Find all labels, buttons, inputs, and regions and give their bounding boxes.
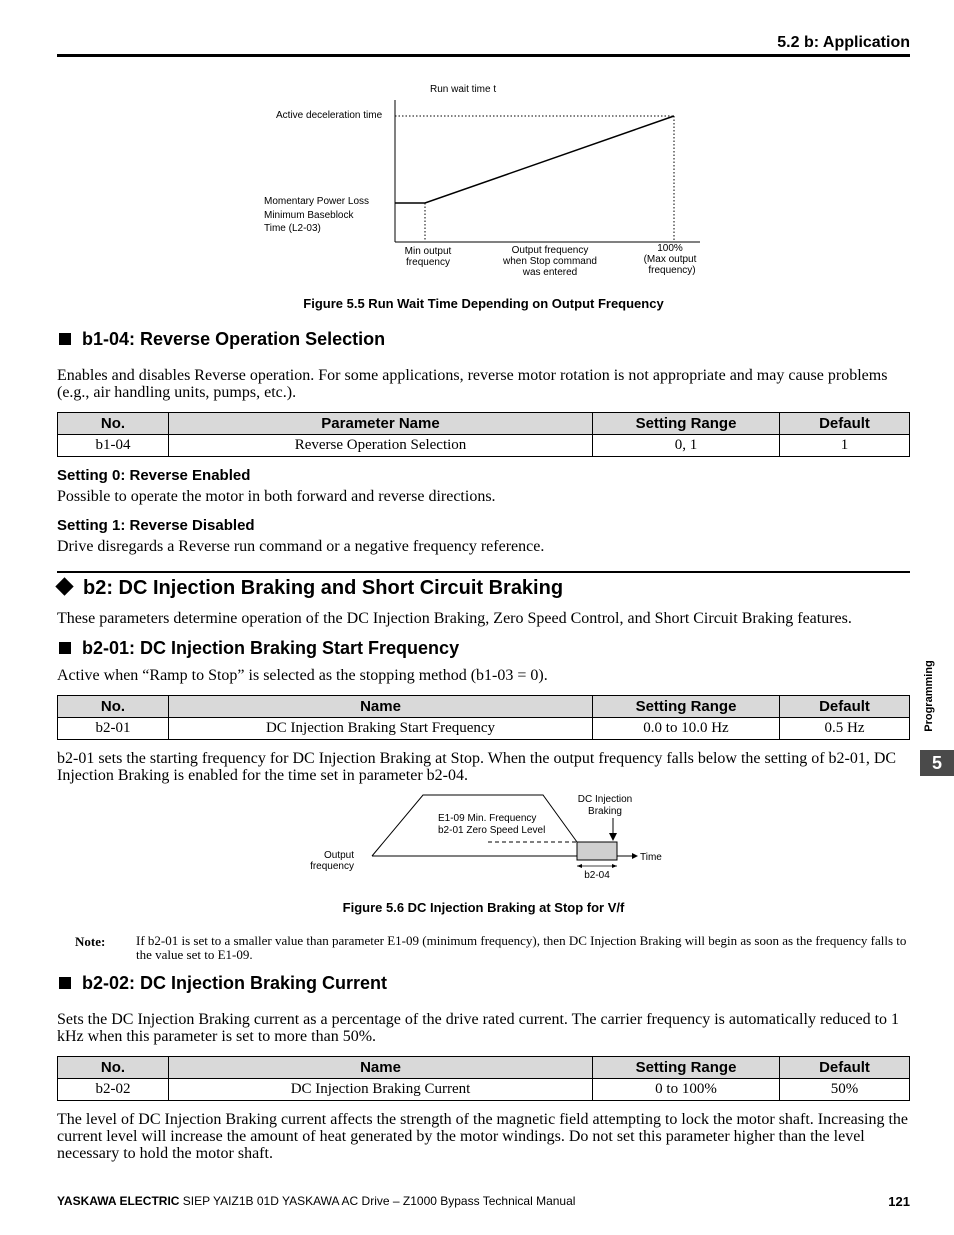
side-tab-label-text: Programming (923, 660, 935, 732)
figure-run-wait-time (250, 78, 720, 283)
fig2-dc-injection-box (577, 842, 617, 860)
arrow-right-icon (632, 853, 638, 859)
b104-heading-text: b1-04: Reverse Operation Selection (82, 329, 386, 349)
arrow-down-icon (609, 833, 617, 841)
b104-table (57, 412, 910, 457)
table-cell: DC Injection Braking Start Frequency (169, 718, 593, 740)
header-rule (57, 54, 910, 57)
b202-heading (57, 973, 387, 994)
col-header: Default (780, 413, 910, 435)
figure1-caption: Figure 5.5 Run Wait Time Depending on Output Frequency (303, 296, 664, 311)
fig1-xmid-line3: was entered (522, 267, 578, 278)
fig1-baseblock-line2: Minimum Baseblock (264, 210, 354, 221)
fig2-dc-label-line2: Braking (588, 806, 622, 817)
col-header: Setting Range (593, 696, 780, 718)
table-row (58, 435, 910, 457)
fig1-xmin-line2: frequency (406, 257, 450, 268)
b2-heading-text: b2: DC Injection Braking and Short Circuit Braking (83, 577, 564, 599)
table-cell: 0, 1 (593, 435, 780, 457)
fig2-min-freq-line1: E1-09 Min. Frequency (438, 813, 537, 824)
section-header: 5.2 b: Application (777, 34, 910, 51)
fig1-xmax-line3: frequency) (648, 265, 696, 276)
fig1-wait-time-curve (395, 116, 674, 203)
col-header: Parameter Name (169, 413, 593, 435)
fig1-xmax-line1: 100% (657, 243, 683, 254)
col-header: No. (58, 413, 169, 435)
table-row (58, 1079, 910, 1101)
setting1-title: Setting 1: Reverse Disabled (57, 517, 255, 534)
fig1-active-decel-label: Active deceleration time (276, 110, 383, 121)
col-header: Default (780, 1057, 910, 1079)
fig2-dc-label-line1: DC Injection (577, 794, 633, 805)
b104-intro: Enables and disables Reverse operation. For some applications, reverse motor rotation is not appropriate and may cause problems (e.g., air handling units, pumps, etc.). (57, 367, 888, 401)
fig2-b204-label: b2-04 (584, 870, 610, 881)
b202-explain: The level of DC Injection Braking current affects the strength of the magnetic field attempting to lock the motor shaft. Increasing the current level will increase the amount of heat generated by the motor windings. Do not set this parameter higher than the level necessary to hold the motor shaft. (57, 1111, 908, 1162)
table-cell: 1 (780, 435, 910, 457)
col-header: No. (58, 1057, 169, 1079)
b2-heading (57, 577, 563, 600)
b201-intro: Active when “Ramp to Stop” is selected as the stopping method (b1-03 = 0). (57, 667, 548, 684)
table-cell: 50% (780, 1079, 910, 1101)
table-cell: Reverse Operation Selection (169, 435, 593, 457)
diamond-bullet-icon (55, 577, 73, 595)
arrow-right-icon (612, 864, 617, 868)
b201-heading-text: b2-01: DC Injection Braking Start Frequency (82, 638, 460, 658)
note-label: Note: (75, 934, 106, 949)
table-cell: 0 to 100% (593, 1079, 780, 1101)
table-cell: b2-02 (58, 1079, 169, 1101)
col-header: Setting Range (593, 1057, 780, 1079)
square-bullet-icon (59, 977, 71, 989)
col-header: Name (169, 1057, 593, 1079)
fig1-xmid-line2: when Stop command (503, 256, 597, 267)
fig1-y-label: Run wait time t (430, 84, 497, 95)
col-header: Name (169, 696, 593, 718)
figure-dc-injection (300, 790, 680, 890)
figure2-caption: Figure 5.6 DC Injection Braking at Stop for V/f (342, 900, 625, 915)
col-header: Default (780, 696, 910, 718)
fig1-baseblock-line3: Time (L2-03) (264, 223, 321, 234)
table-header-row (58, 696, 910, 718)
fig1-xmin-line1: Min output (404, 246, 452, 257)
table-cell: b2-01 (58, 718, 169, 740)
fig1-xmax-line2: (Max output (643, 254, 697, 265)
page-number: 121 (888, 1194, 910, 1209)
square-bullet-icon (59, 642, 71, 654)
col-header: No. (58, 696, 169, 718)
table-cell: b1-04 (58, 435, 169, 457)
b202-heading-text: b2-02: DC Injection Braking Current (82, 973, 388, 993)
b2-intro: These parameters determine operation of the DC Injection Braking, Zero Speed Control, and Short Circuit Braking features. (57, 610, 852, 627)
setting0-text: Possible to operate the motor in both forward and reverse directions. (57, 488, 496, 505)
section-rule (57, 571, 910, 573)
b201-table (57, 695, 910, 740)
setting1-text: Drive disregards a Reverse run command or a negative frequency reference. (57, 538, 545, 555)
col-header: Setting Range (593, 413, 780, 435)
table-cell: DC Injection Braking Current (169, 1079, 593, 1101)
fig2-output-line1: Output (323, 850, 354, 861)
footer-doc (57, 1194, 575, 1208)
b201-heading (57, 638, 459, 659)
fig2-min-freq-line2: b2-01 Zero Speed Level (438, 825, 546, 836)
footer-doc-title: SIEP YAIZ1B 01D YASKAWA AC Drive – Z1000 Bypass Technical Manual (179, 1194, 576, 1208)
setting0-title: Setting 0: Reverse Enabled (57, 467, 251, 484)
table-header-row (58, 1057, 910, 1079)
b201-explain: b2-01 sets the starting frequency for DC Injection Braking at Stop. When the output frequency falls below the setting of b2-01, DC Injection Braking is enabled for the time set in parameter b2-04. (57, 750, 897, 784)
fig1-baseblock-line1: Momentary Power Loss (264, 196, 370, 207)
fig2-output-line2: frequency (310, 861, 354, 872)
table-row (58, 718, 910, 740)
table-cell: 0.0 to 10.0 Hz (593, 718, 780, 740)
b202-table (57, 1056, 910, 1101)
fig2-time-label: Time (640, 852, 662, 863)
square-bullet-icon (59, 333, 71, 345)
table-header-row (58, 413, 910, 435)
table-cell: 0.5 Hz (780, 718, 910, 740)
chapter-tab[interactable]: 5 (920, 750, 954, 776)
b104-heading (57, 329, 385, 350)
arrow-left-icon (577, 864, 582, 868)
fig1-xmid-line1: Output frequency (511, 245, 589, 256)
footer-brand: YASKAWA ELECTRIC (57, 1194, 180, 1208)
b202-intro: Sets the DC Injection Braking current as a percentage of the drive rated current. The carrier frequency is automatically reduced to 1 kHz when this parameter is set to more than 50%. (57, 1011, 900, 1045)
side-tab-label[interactable] (907, 650, 951, 742)
note-text: If b2-01 is set to a smaller value than parameter E1-09 (minimum frequency), then DC Injection Braking will begin as soon as the frequency falls to the value set to E1-09. (136, 933, 907, 962)
